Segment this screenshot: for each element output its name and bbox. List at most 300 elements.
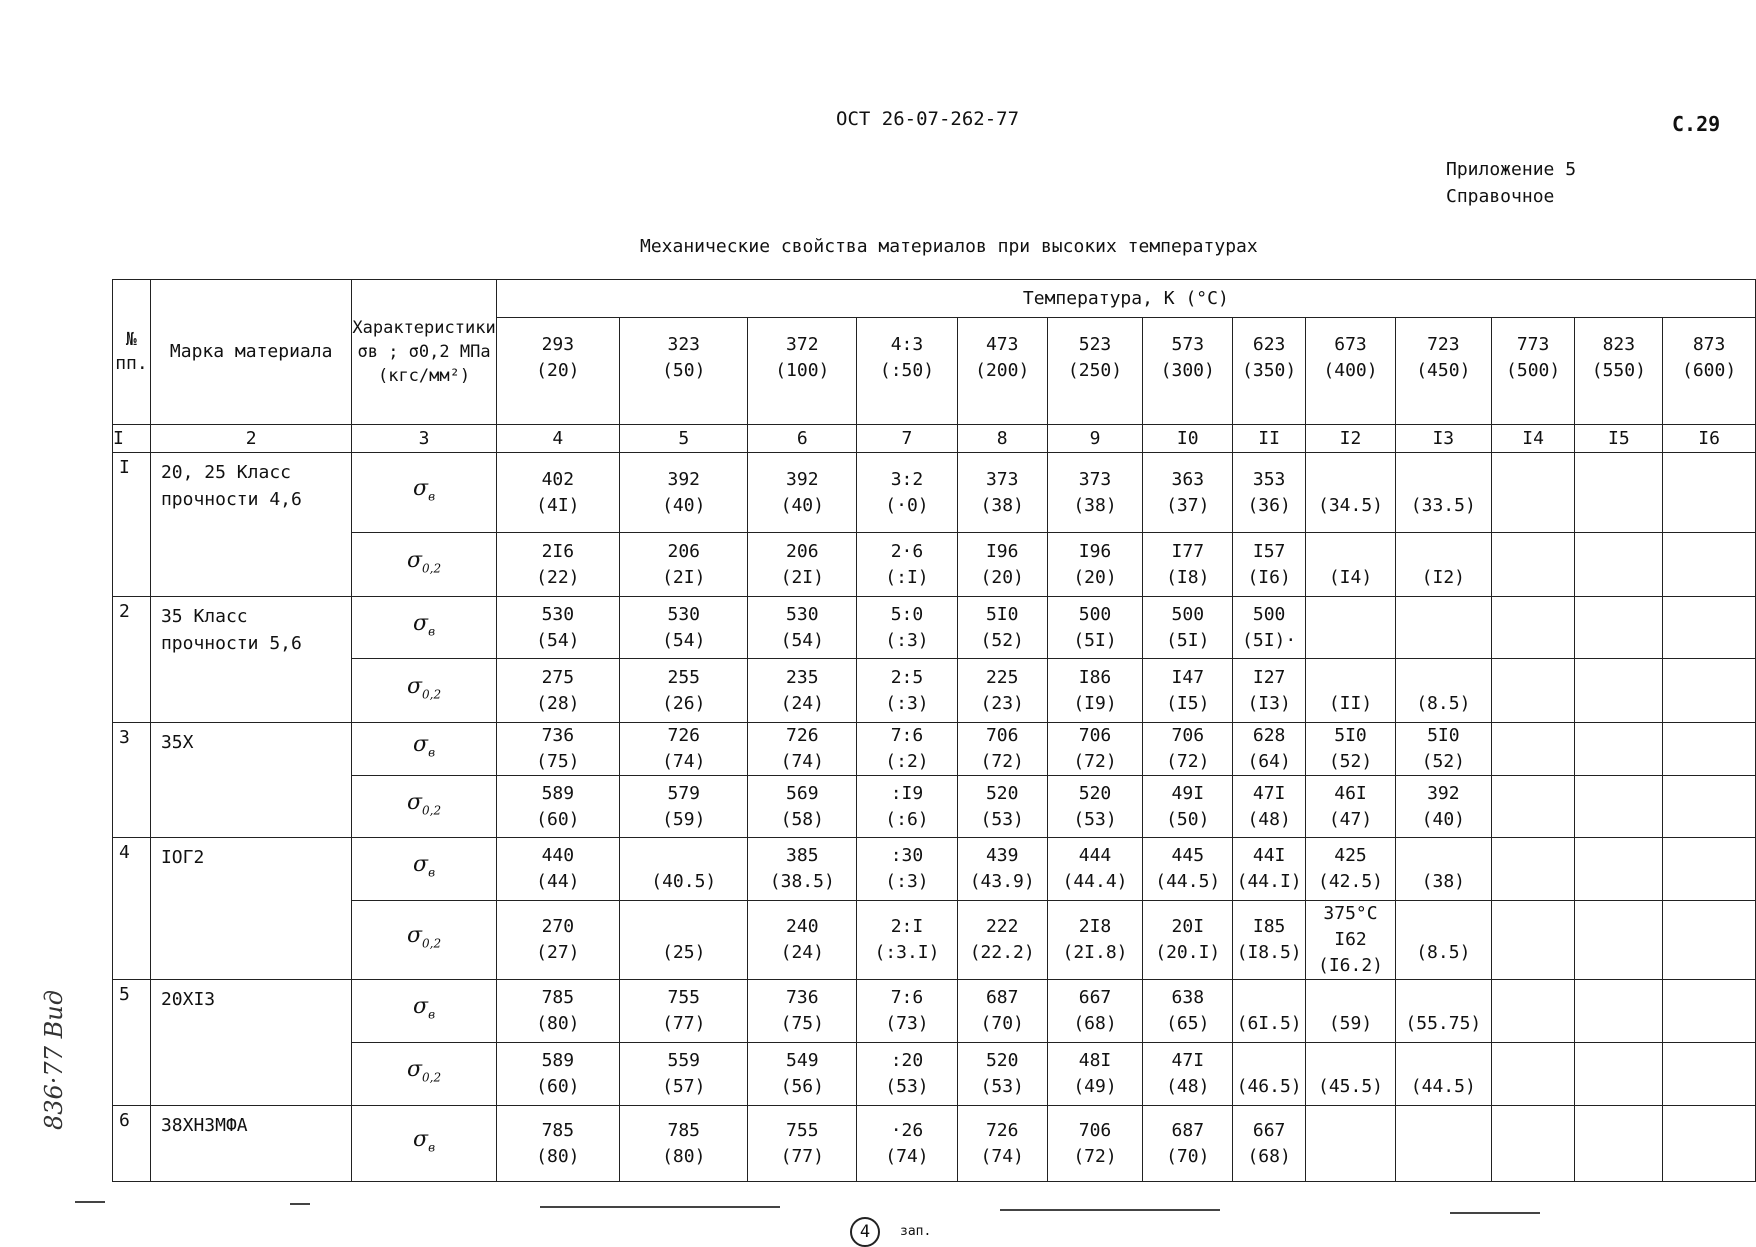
value-kgf: (50) <box>1166 808 1210 830</box>
value-pair <box>1143 665 1232 717</box>
value-mpa <box>1306 539 1395 565</box>
value-mpa <box>1492 602 1575 628</box>
value-mpa: 530 <box>667 603 700 625</box>
value-mpa: :I9 <box>890 782 924 804</box>
footer-note: зап. <box>900 1224 932 1239</box>
value-kgf: (54) <box>780 629 824 651</box>
value-cell <box>1395 776 1491 838</box>
value-pair <box>1575 781 1662 833</box>
sigma-subscript: в <box>428 1140 436 1155</box>
value-mpa: 755 <box>786 1119 819 1141</box>
value-kgf: (46.5) <box>1236 1076 1302 1097</box>
value-kgf: (44) <box>536 871 580 892</box>
value-kgf <box>1492 1074 1575 1100</box>
value-kgf: (68) <box>1073 1013 1117 1034</box>
value-mpa <box>1306 602 1395 628</box>
value-cell <box>957 838 1047 901</box>
value-mpa: 706 <box>1171 725 1205 746</box>
row-number: 4 <box>113 838 151 980</box>
value-kgf <box>1575 1144 1662 1170</box>
value-mpa: 402 <box>541 468 575 490</box>
value-kgf: (60) <box>536 1076 580 1097</box>
value-cell <box>1047 659 1143 723</box>
value-kgf: (80) <box>536 1145 580 1167</box>
value-pair <box>1306 901 1395 979</box>
value-mpa: 589 <box>541 1050 575 1071</box>
value-cell <box>1395 659 1491 723</box>
value-mpa: 255 <box>667 666 700 688</box>
value-cell <box>1395 453 1491 533</box>
value-kgf: (72) <box>1073 751 1117 772</box>
value-cell <box>496 453 619 533</box>
value-cell <box>1233 723 1306 776</box>
value-cell <box>1143 980 1233 1043</box>
value-kgf: (42.5) <box>1317 871 1384 892</box>
value-kgf: (8.5) <box>1416 692 1471 714</box>
value-kgf: (I5) <box>1166 692 1210 714</box>
value-cell <box>1663 659 1756 723</box>
value-mpa <box>1663 602 1755 628</box>
value-kgf: (40.5) <box>651 871 717 892</box>
value-kgf: (53) <box>1073 808 1117 830</box>
temperature-header <box>1575 318 1663 425</box>
value-mpa <box>1663 843 1755 869</box>
value-mpa: 5I0 <box>1334 725 1367 746</box>
value-mpa: 785 <box>541 987 575 1008</box>
temperature-header <box>1047 318 1143 425</box>
value-kgf <box>1492 493 1575 519</box>
value-kgf: (I2) <box>1421 566 1465 588</box>
temperature-header <box>957 318 1047 425</box>
value-mpa: I86 <box>1078 666 1112 688</box>
value-cell <box>1575 723 1663 776</box>
sigma-symbol: σ <box>413 1126 429 1152</box>
value-mpa <box>1663 781 1755 807</box>
temp-kelvin: 773 <box>1516 334 1550 355</box>
value-kgf <box>1492 940 1575 966</box>
value-cell <box>1233 1106 1306 1182</box>
value-pair <box>857 1118 957 1170</box>
value-cell <box>1306 980 1396 1043</box>
characteristic-tensile-strength <box>352 980 496 1043</box>
value-mpa: I77 <box>1171 540 1205 562</box>
value-mpa <box>1492 665 1575 691</box>
row-number: 3 <box>113 723 151 838</box>
value-pair <box>1143 1048 1232 1100</box>
value-mpa: 549 <box>786 1050 819 1071</box>
value-cell <box>1663 533 1756 597</box>
value-cell <box>857 980 958 1043</box>
column-number: I <box>113 425 151 453</box>
value-pair <box>497 602 619 654</box>
characteristic-yield-strength <box>352 659 496 723</box>
value-cell <box>620 901 748 980</box>
value-mpa: 445 <box>1171 845 1205 866</box>
value-mpa <box>1663 723 1755 749</box>
value-pair <box>1048 539 1143 591</box>
value-pair <box>1663 1048 1755 1100</box>
characteristic-yield-strength <box>352 1043 496 1106</box>
value-kgf: (27) <box>536 942 580 963</box>
characteristic-tensile-strength <box>352 838 496 901</box>
value-cell <box>857 1043 958 1106</box>
value-pair <box>497 985 619 1037</box>
value-kgf <box>1575 691 1662 717</box>
value-cell <box>957 723 1047 776</box>
value-kgf: (73) <box>885 1013 929 1034</box>
appendix-type: Справочное <box>1446 186 1555 207</box>
temp-celsius: (200) <box>975 360 1030 381</box>
value-cell <box>748 597 857 659</box>
value-pair <box>958 781 1047 833</box>
value-cell <box>957 1106 1047 1182</box>
value-pair <box>620 781 747 833</box>
value-kgf: (44.5) <box>1155 871 1221 892</box>
value-kgf <box>1663 565 1755 591</box>
table-row <box>113 980 1756 1043</box>
value-kgf: (38.5) <box>769 871 835 892</box>
sigma-subscript: 0,2 <box>422 1070 442 1085</box>
value-kgf <box>1492 1011 1575 1037</box>
value-mpa <box>1575 665 1662 691</box>
value-pair <box>1048 1048 1143 1100</box>
value-cell <box>857 533 958 597</box>
value-pair <box>1575 1118 1662 1170</box>
value-kgf: (:3) <box>885 629 929 651</box>
value-pair <box>620 985 747 1037</box>
value-cell <box>1491 1043 1575 1106</box>
value-kgf: (20) <box>980 566 1024 588</box>
value-mpa: 569 <box>786 782 819 804</box>
value-mpa <box>1306 467 1395 493</box>
value-pair <box>1143 914 1232 966</box>
value-cell <box>957 597 1047 659</box>
value-cell <box>1575 980 1663 1043</box>
value-mpa <box>1663 985 1755 1011</box>
value-pair <box>1663 539 1755 591</box>
value-pair <box>620 467 747 519</box>
value-cell <box>1047 901 1143 980</box>
value-mpa <box>1575 914 1662 940</box>
value-kgf <box>1306 628 1395 654</box>
value-mpa: 726 <box>667 725 700 746</box>
value-pair <box>497 539 619 591</box>
value-kgf <box>1575 1074 1662 1100</box>
sigma-subscript: в <box>428 1007 436 1022</box>
value-kgf <box>1663 807 1755 833</box>
value-pair <box>1575 467 1662 519</box>
value-mpa: 373 <box>1078 468 1112 490</box>
table-title: Механические свойства материалов при высоких температурах <box>640 236 1258 257</box>
table-row <box>113 659 1756 723</box>
value-mpa: I47 <box>1171 666 1205 688</box>
value-mpa: 47I <box>1171 1050 1205 1071</box>
value-mpa: 439 <box>985 845 1019 866</box>
temp-celsius: (450) <box>1416 360 1471 381</box>
value-kgf: (20.I) <box>1155 942 1221 963</box>
value-pair <box>1306 1118 1395 1170</box>
value-mpa <box>1575 1118 1662 1144</box>
page-number: С.29 <box>1672 112 1721 136</box>
temp-celsius: (100) <box>775 360 830 381</box>
value-mpa: 440 <box>541 845 575 866</box>
value-mpa: 375°С I62 <box>1323 903 1378 950</box>
value-cell <box>1233 533 1306 597</box>
value-mpa <box>1492 843 1575 869</box>
column-number: 5 <box>620 425 748 453</box>
value-mpa <box>1492 781 1575 807</box>
temperature-header <box>1143 318 1233 425</box>
table-row <box>113 1043 1756 1106</box>
value-cell <box>1575 1043 1663 1106</box>
temp-kelvin: 473 <box>985 334 1019 355</box>
value-pair <box>1396 539 1491 591</box>
value-cell <box>496 838 619 901</box>
column-number: 6 <box>748 425 857 453</box>
sigma-subscript: в <box>428 745 436 760</box>
value-cell <box>1575 659 1663 723</box>
temperature-header <box>1233 318 1306 425</box>
value-pair <box>1306 665 1395 717</box>
value-mpa: 2·6 <box>890 540 924 562</box>
value-kgf: (2I) <box>780 566 824 588</box>
value-cell <box>748 453 857 533</box>
margin-handwritten-signature: 836·77 Вид <box>40 990 68 1130</box>
value-pair <box>620 1048 747 1100</box>
value-mpa: 530 <box>541 603 575 625</box>
value-mpa: 589 <box>541 782 575 804</box>
value-cell <box>1047 723 1143 776</box>
value-kgf: (64) <box>1247 751 1291 772</box>
value-kgf <box>1575 1011 1662 1037</box>
value-pair <box>1306 539 1395 591</box>
value-pair <box>497 1048 619 1100</box>
value-kgf: (65) <box>1166 1013 1210 1034</box>
value-kgf: (80) <box>662 1145 706 1167</box>
value-kgf: (77) <box>780 1145 824 1167</box>
value-kgf: (8.5) <box>1416 942 1471 963</box>
value-pair <box>857 539 957 591</box>
value-kgf: (22) <box>536 566 580 588</box>
value-kgf: (38) <box>1073 494 1117 516</box>
temp-kelvin: 873 <box>1692 334 1726 355</box>
value-kgf: (53) <box>980 1076 1024 1097</box>
value-cell <box>1663 597 1756 659</box>
value-cell <box>1233 453 1306 533</box>
value-mpa <box>1492 539 1575 565</box>
value-pair <box>1143 602 1232 654</box>
value-pair <box>958 723 1047 775</box>
value-kgf: (6I.5) <box>1236 1013 1302 1034</box>
value-kgf: (72) <box>980 751 1024 772</box>
value-mpa: 2I8 <box>1078 916 1112 937</box>
value-kgf: (43.9) <box>969 871 1035 892</box>
column-number: I6 <box>1663 425 1756 453</box>
value-cell <box>620 597 748 659</box>
value-pair <box>748 914 856 966</box>
value-cell <box>1143 659 1233 723</box>
value-mpa: 520 <box>985 1050 1019 1071</box>
value-mpa: 628 <box>1252 725 1286 746</box>
value-mpa: :20 <box>890 1050 924 1071</box>
value-pair <box>620 602 747 654</box>
value-pair <box>1306 1048 1395 1100</box>
value-mpa <box>1575 985 1662 1011</box>
value-pair <box>1492 723 1575 775</box>
value-cell <box>1047 1043 1143 1106</box>
value-mpa: 385 <box>786 845 819 866</box>
value-cell <box>857 838 958 901</box>
table-row <box>113 533 1756 597</box>
footer-sheet-number: 4 <box>850 1217 880 1247</box>
value-pair <box>1048 843 1143 895</box>
value-cell <box>496 1043 619 1106</box>
value-mpa: 520 <box>1078 782 1112 804</box>
value-cell <box>957 776 1047 838</box>
value-cell <box>957 533 1047 597</box>
value-kgf: (4I) <box>536 494 580 516</box>
value-cell <box>748 533 857 597</box>
value-kgf: (24) <box>780 942 824 963</box>
temp-kelvin: 523 <box>1078 334 1112 355</box>
value-mpa: 206 <box>786 540 819 562</box>
value-kgf <box>1663 691 1755 717</box>
value-cell <box>1143 776 1233 838</box>
value-cell <box>1306 776 1396 838</box>
value-cell <box>1395 1043 1491 1106</box>
value-cell <box>496 901 619 980</box>
value-cell <box>1663 723 1756 776</box>
value-kgf: (48) <box>1166 1076 1210 1097</box>
value-cell <box>1233 776 1306 838</box>
value-cell <box>1306 901 1396 980</box>
value-pair <box>1306 781 1395 833</box>
value-kgf: (20) <box>1073 566 1117 588</box>
value-pair <box>1492 843 1575 895</box>
column-number: 7 <box>857 425 958 453</box>
column-number: I4 <box>1491 425 1575 453</box>
value-kgf: (53) <box>980 808 1024 830</box>
value-kgf: (33.5) <box>1410 494 1476 516</box>
value-mpa: 755 <box>667 987 700 1008</box>
value-pair <box>1575 914 1662 966</box>
value-cell <box>1491 980 1575 1043</box>
value-kgf: (80) <box>536 1013 580 1034</box>
value-mpa <box>1396 843 1491 869</box>
value-kgf <box>1663 869 1755 895</box>
value-cell <box>1395 723 1491 776</box>
value-mpa: 49I <box>1171 782 1205 804</box>
value-kgf: (52) <box>980 629 1024 651</box>
value-cell <box>496 776 619 838</box>
value-kgf: (48) <box>1247 808 1291 830</box>
value-kgf: (56) <box>780 1076 824 1097</box>
value-mpa <box>1663 665 1755 691</box>
value-mpa: 7:6 <box>890 725 924 746</box>
appendix-number: Приложение 5 <box>1446 159 1577 180</box>
value-mpa: 706 <box>1078 725 1112 746</box>
value-mpa <box>1663 1118 1755 1144</box>
value-mpa <box>1492 723 1575 749</box>
value-cell <box>620 1106 748 1182</box>
value-pair <box>1143 1118 1232 1170</box>
value-pair <box>1233 1118 1305 1170</box>
value-kgf <box>1663 1144 1755 1170</box>
value-kgf: (I6) <box>1247 566 1291 588</box>
value-cell <box>1491 901 1575 980</box>
value-cell <box>1491 1106 1575 1182</box>
value-kgf: (54) <box>536 629 580 651</box>
value-kgf: (28) <box>536 692 580 714</box>
value-kgf: (:I) <box>885 566 929 588</box>
value-mpa <box>1306 665 1395 691</box>
value-mpa <box>1492 1048 1575 1074</box>
value-pair <box>1575 665 1662 717</box>
header-number: № пп. <box>113 280 151 425</box>
material-name: IOГ2 <box>150 838 351 980</box>
header-material: Марка материала <box>150 280 351 425</box>
value-pair <box>1575 985 1662 1037</box>
value-kgf <box>1492 869 1575 895</box>
value-kgf: (53) <box>885 1076 929 1097</box>
value-mpa: 444 <box>1078 845 1112 866</box>
value-cell <box>857 453 958 533</box>
temperature-header <box>748 318 857 425</box>
value-cell <box>496 980 619 1043</box>
value-pair <box>1233 539 1305 591</box>
value-cell <box>1491 453 1575 533</box>
value-cell <box>1306 838 1396 901</box>
value-cell <box>1233 659 1306 723</box>
value-kgf <box>1663 1011 1755 1037</box>
value-pair <box>1143 539 1232 591</box>
value-pair <box>857 781 957 833</box>
value-kgf: (68) <box>1247 1145 1291 1167</box>
value-mpa: 520 <box>985 782 1019 804</box>
material-name: 20ХI3 <box>150 980 351 1106</box>
value-pair <box>1492 467 1575 519</box>
column-number: I2 <box>1306 425 1396 453</box>
table-row <box>113 597 1756 659</box>
value-cell <box>857 901 958 980</box>
value-mpa: 225 <box>985 666 1019 688</box>
value-pair <box>1396 723 1491 775</box>
temp-kelvin: 673 <box>1334 334 1367 355</box>
value-cell <box>496 1106 619 1182</box>
value-pair <box>748 602 856 654</box>
sigma-subscript: 0,2 <box>422 803 442 818</box>
temp-celsius: (20) <box>536 360 580 381</box>
value-pair <box>497 1118 619 1170</box>
material-name: 35 Класс прочности 5,6 <box>150 597 351 723</box>
value-cell <box>1395 980 1491 1043</box>
value-mpa: 579 <box>667 782 700 804</box>
sigma-subscript: в <box>428 865 436 880</box>
value-pair <box>1575 843 1662 895</box>
row-number: 5 <box>113 980 151 1106</box>
value-kgf <box>1492 565 1575 591</box>
value-kgf: (:3) <box>885 692 929 714</box>
value-kgf: (I8) <box>1166 566 1210 588</box>
temp-celsius: (300) <box>1160 360 1215 381</box>
value-pair <box>1575 1048 1662 1100</box>
value-pair <box>1233 665 1305 717</box>
value-cell <box>1663 776 1756 838</box>
value-cell <box>857 659 958 723</box>
value-cell <box>1663 453 1756 533</box>
value-pair <box>1233 467 1305 519</box>
header-characteristics: Характеристики σв ; σ0,2 МПа (кгс/мм²) <box>352 280 496 425</box>
